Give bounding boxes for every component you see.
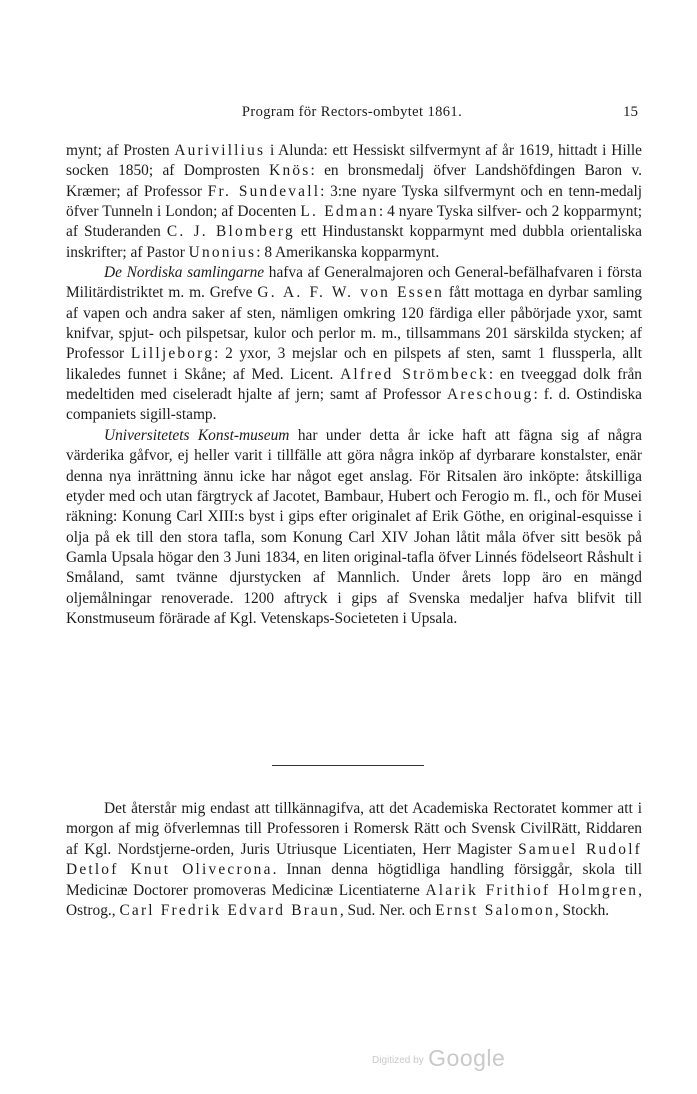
donor-name: Aurivillius: [174, 142, 266, 159]
donor-name: Lilljeborg: [130, 345, 215, 363]
text-run: mynt; af Prosten: [66, 142, 175, 159]
person-name: Alarik Frithiof Holmgren: [425, 881, 639, 899]
donor-name: L. Edman: [300, 203, 379, 221]
text-run: : 4 nyare Tyska silfver- och 2 kopparmynt; af Studeranden: [66, 203, 642, 241]
watermark-prefix: Digitized by: [372, 1055, 424, 1066]
donor-name: Unonius: [188, 243, 257, 261]
donor-name: Fr. Sundevall: [207, 182, 321, 200]
person-name: Ernst Salomon: [435, 902, 555, 920]
donor-name: Areschoug: [446, 386, 534, 404]
donor-name: Alfred Strömbeck: [340, 365, 489, 383]
text-run: . Innan denna högtidliga handling försiggår, skola till Medicinæ Doctorer promoveras Medicinæ Licentiaterne: [66, 861, 642, 899]
text-run: Det återstår mig endast att tillkännagifva, att det Academiska Rectoratet kommer att i morgon af mig öfverlemnas till Professoren i Romersk Rätt och Svensk CivilRätt, Riddaren af Kgl. Nordstjerne-orden, Juris Utriusque Licentiaten, Herr Magister: [66, 800, 642, 858]
text-run: har under detta år icke haft att fägna sig af några värderika gåfvor, ej heller varit i tillfälle att göra några inköp af dyrbarare konstalster, enär denna nya inrättning ännu icke har något eget anslag. För Ritsalen äro inköpte: åtskilliga etyder med och utan färgtryck af Jacotet, Bambaur, Hubert och Ferogio m. fl., och för Musei räkning: Konung Carl XIII:s byst i gips efter originalet af Erik Göthe, en original-esquisse i olja på ek till den stora tafla, som Konung Carl XIV Johan låtit måla öfver sitt besök på Gamla Upsala högar den 3 Juni 1834, en liten original-tafla öfver Linnés födelseort Råshult i Småland, samt tvänne djurstycken af Mannlich. Under årets lopp äro en mängd oljemålningar renoverade. 1200 aftryck i gips af Svenska medaljer hafva blifvit till Konstmuseum förärade af Kgl. Vetenskaps-Societeten i Upsala.: [66, 426, 642, 627]
donor-name: G. A. F. W. von Essen: [257, 284, 444, 302]
donor-name: C. J. Blomberg: [166, 223, 295, 241]
paragraph-coins: [66, 141, 642, 263]
text-run: , Sud. Ner. och: [339, 902, 436, 920]
google-logo: Google: [428, 1045, 506, 1071]
closing-text: [66, 799, 642, 921]
donor-name: Knös: [269, 162, 311, 180]
header-title: Program för Rectors-ombytet 1861.: [241, 104, 463, 120]
text-run: fått mottaga en dyrbar samling af vapen och andra saker af sten, nämligen omkring 120 färdiga eller påbörjade yxor, samt knifvar, spjut- och pilspetsar, kulor och perlor m. m., tillsammans 201 särskilda stycken; af Professor: [66, 284, 642, 363]
main-text: [66, 141, 642, 629]
text-run: , Stockh.: [554, 902, 610, 920]
text-run: ett Hindustanskt kopparmynt med dubbla orientaliska inskrifter; af Pastor: [66, 223, 642, 261]
text-run: : 2 yxor, 3 mejslar och en pilspets af sten, samt 1 flussperla, allt likaledes funnet i Skåne; af Med. Licent.: [66, 345, 643, 383]
text-run: i Alunda: ett Hessiskt silfvermynt af år 1619, hittadt i Hille socken 1850; af Domprosten: [66, 142, 642, 180]
running-header: [66, 104, 638, 126]
text-run: , Ostrog.,: [66, 881, 643, 920]
paragraph-rectorate: [66, 799, 642, 921]
text-run: : f. d. Ostindiska companiets sigill-stamp.: [66, 386, 642, 424]
paragraph-nordic-collections: [66, 263, 642, 426]
section-divider: [272, 765, 424, 766]
section-lead: De Nordiska samlingarne: [104, 264, 265, 282]
digitized-watermark: [372, 1045, 505, 1072]
text-run: : en bronsmedalj öfver Landshöfdingen Baron v. Kræmer; af Professor: [66, 162, 642, 200]
text-run: : en tveeggad dolk från medeltiden med ciseleradt hjalte af jern; samt af Professor: [66, 365, 642, 404]
text-run: : 8 Amerikanska kopparmynt.: [256, 243, 440, 261]
page-number: 15: [623, 104, 638, 120]
person-name: Samuel Rudolf Detlof Knut Olivecrona: [66, 840, 642, 879]
person-name: Carl Fredrik Edvard Braun: [119, 902, 340, 920]
section-lead: Universitetets Konst-museum: [104, 426, 290, 444]
paragraph-art-museum: [66, 426, 642, 629]
text-run: : 3:ne nyare Tyska silfvermynt och en tenn-medalj öfver Tunneln i London; af Docenten: [66, 182, 642, 221]
text-run: hafva af Generalmajoren och General-befälhafvaren i första Militärdistriktet m. m. Grefve: [66, 264, 643, 302]
